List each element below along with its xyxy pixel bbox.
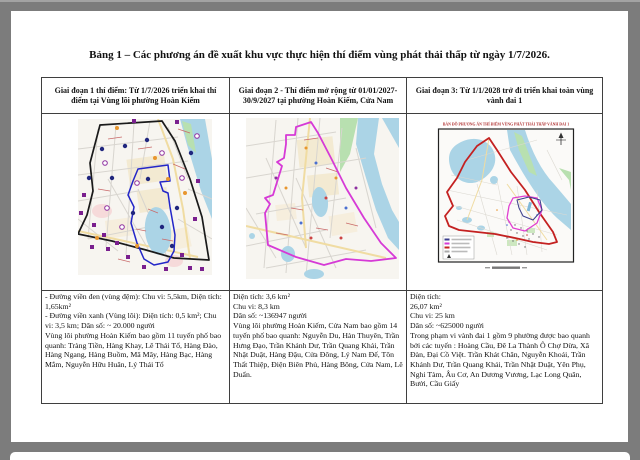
body-line: Vùng lõi phường Hoàn Kiếm, Cửa Nam bao gồm 14 tuyến phố bao quanh: Nguyễn Du, Hàn Thuyên, Trần Hưng Đạo, Trần Khánh Dư, Trần Quang Khải, Trần Nhật Duật, Hàng Đậu, Cửa Đông, Lý Nam Đế, Tôn Thất Thiệp, Điện Biên Phủ, Hàng Bông, Cửa Nam, Lê Duẩn. — [233, 321, 403, 379]
body-line: Diện tích: 3,6 km² — [233, 292, 290, 301]
body-cell-phase3 — [407, 291, 602, 403]
phases-table — [41, 77, 603, 404]
body-line: Dân số: ~136947 người — [233, 311, 307, 321]
map-phase1-hoan-kiem-core — [78, 119, 212, 275]
city-block — [105, 217, 133, 238]
park — [507, 240, 517, 246]
table-header-phase2: Giai đoạn 2 - Thí điểm mở rộng từ 01/01/2027-30/9/2027 tại phường Hoàn Kiếm, Cửa Nam — [230, 78, 407, 114]
table-header-phase1: Giai đoạn 1 thí điểm: Từ 1/7/2026 triển khai thí điểm tại Vùng lõi phường Hoàn Kiếm — [42, 78, 230, 114]
body-line: Diện tích: — [410, 292, 441, 301]
map-cell-phase3 — [407, 114, 602, 291]
city-block — [275, 203, 297, 221]
body-line: Dân số: ~625000 người — [410, 321, 484, 331]
table-header-phase3: Giai đoạn 3: Từ 1/1/2028 trở đi triển khai toàn vùng vành đai 1 — [407, 78, 602, 114]
map-phase2-expanded — [246, 118, 399, 279]
body-line: 26,07 km² — [410, 301, 442, 311]
body-line: Chu vi: 8,3 km — [233, 301, 280, 311]
map-title: BẢN ĐỒ PHƯƠNG ÁN THÍ ĐIỂM VÙNG PHÁT THẢI THẤP VÀNH ĐAI 1 — [442, 122, 570, 127]
body-cell-phase1 — [42, 291, 230, 403]
small-lake — [304, 269, 324, 279]
page-title: Bảng 1 – Các phương án đề xuất khu vực thực hiện thí điểm vùng phát thải thấp từ ngày 1/7/2026. — [89, 49, 550, 61]
body-cell-phase2 — [230, 291, 407, 403]
body-line: - Đường viền xanh (Vùng lõi): Diện tích: 0,5 km²; Chu vi: 3,5 km; Dân số: ~ 20.000 người — [45, 311, 217, 331]
body-line: - Đường viền đen (vùng đệm): Chu vi: 5,5km, Diện tích: 1,65km² — [45, 292, 222, 311]
truc-bach-lake — [490, 176, 498, 184]
map-cell-phase2 — [230, 114, 407, 291]
screen-top-edge — [0, 0, 640, 2]
map-legend — [443, 236, 474, 259]
body-line: Vùng lõi phường Hoàn Kiếm bao gồm 11 tuyến phố bao quanh: Tràng Tiền, Hàng Khay, Lê Thái Tổ, Hàng Đào, Hàng Ngang, Hàng Buồm, Mã Mây, Hàng Bạc, Hàng Mắm, Nguyễn Hữu Huân, Lý Thái Tổ — [45, 330, 222, 369]
document-page — [11, 11, 628, 442]
body-line: Chu vi: 25 km — [410, 311, 455, 321]
map-phase3-ring-road-1 — [437, 120, 575, 274]
map-cell-phase1 — [42, 114, 230, 291]
body-line: Trong phạm vi vành đai 1 gồm 9 phường được bao quanh bởi các tuyến : Hoàng Cầu, Đê La Thành Ô Chợ Dừa, Xã Đàn, Đại Cồ Việt. Trần Khát Chân, Nguyễn Khoái, Trần Khánh Dư, Trần Quang Khải, Trần Nhật Duật, Yên Phụ, Nghi Tàm, Âu Cơ, An Dương Vương, Lạc Long Quân, Bưởi, Cầu Giấy — [410, 330, 590, 389]
small-lake — [249, 233, 255, 239]
